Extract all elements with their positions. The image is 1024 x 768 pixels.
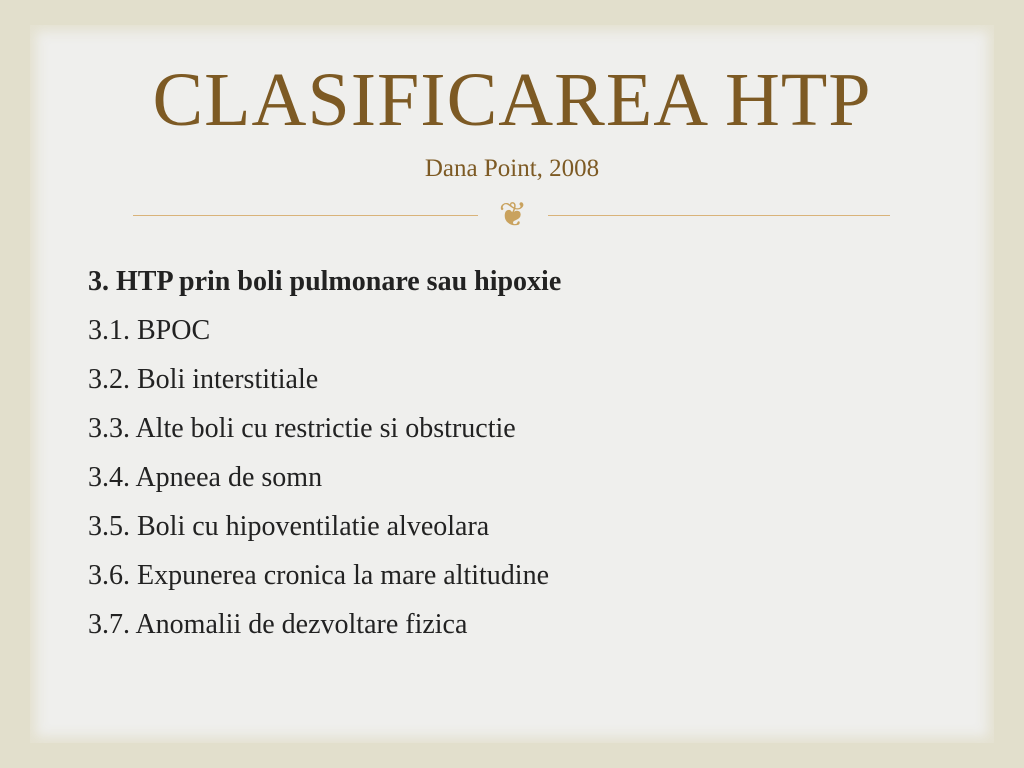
divider-right [548, 215, 890, 216]
list-item: 3.3. Alte boli cu restrictie si obstructie [88, 413, 516, 444]
slide-title: CLASIFICAREA HTP [152, 58, 872, 142]
list-item: 3.7. Anomalii de dezvoltare fizica [88, 609, 468, 640]
list-item: 3.5. Boli cu hipoventilatie alveolara [88, 511, 490, 542]
content-heading: 3. HTP prin boli pulmonare sau hipoxie [88, 266, 562, 297]
divider-left [133, 215, 478, 216]
slide-subtitle: Dana Point, 2008 [424, 155, 600, 182]
list-item: 3.2. Boli interstitiale [88, 364, 319, 395]
list-item: 3.6. Expunerea cronica la mare altitudine [88, 560, 550, 591]
list-item: 3.1. BPOC [88, 315, 211, 346]
list-item: 3.4. Apneea de somn [88, 462, 323, 493]
ornament-flourish-icon: ❦ [498, 197, 528, 234]
content-body [88, 258, 968, 649]
